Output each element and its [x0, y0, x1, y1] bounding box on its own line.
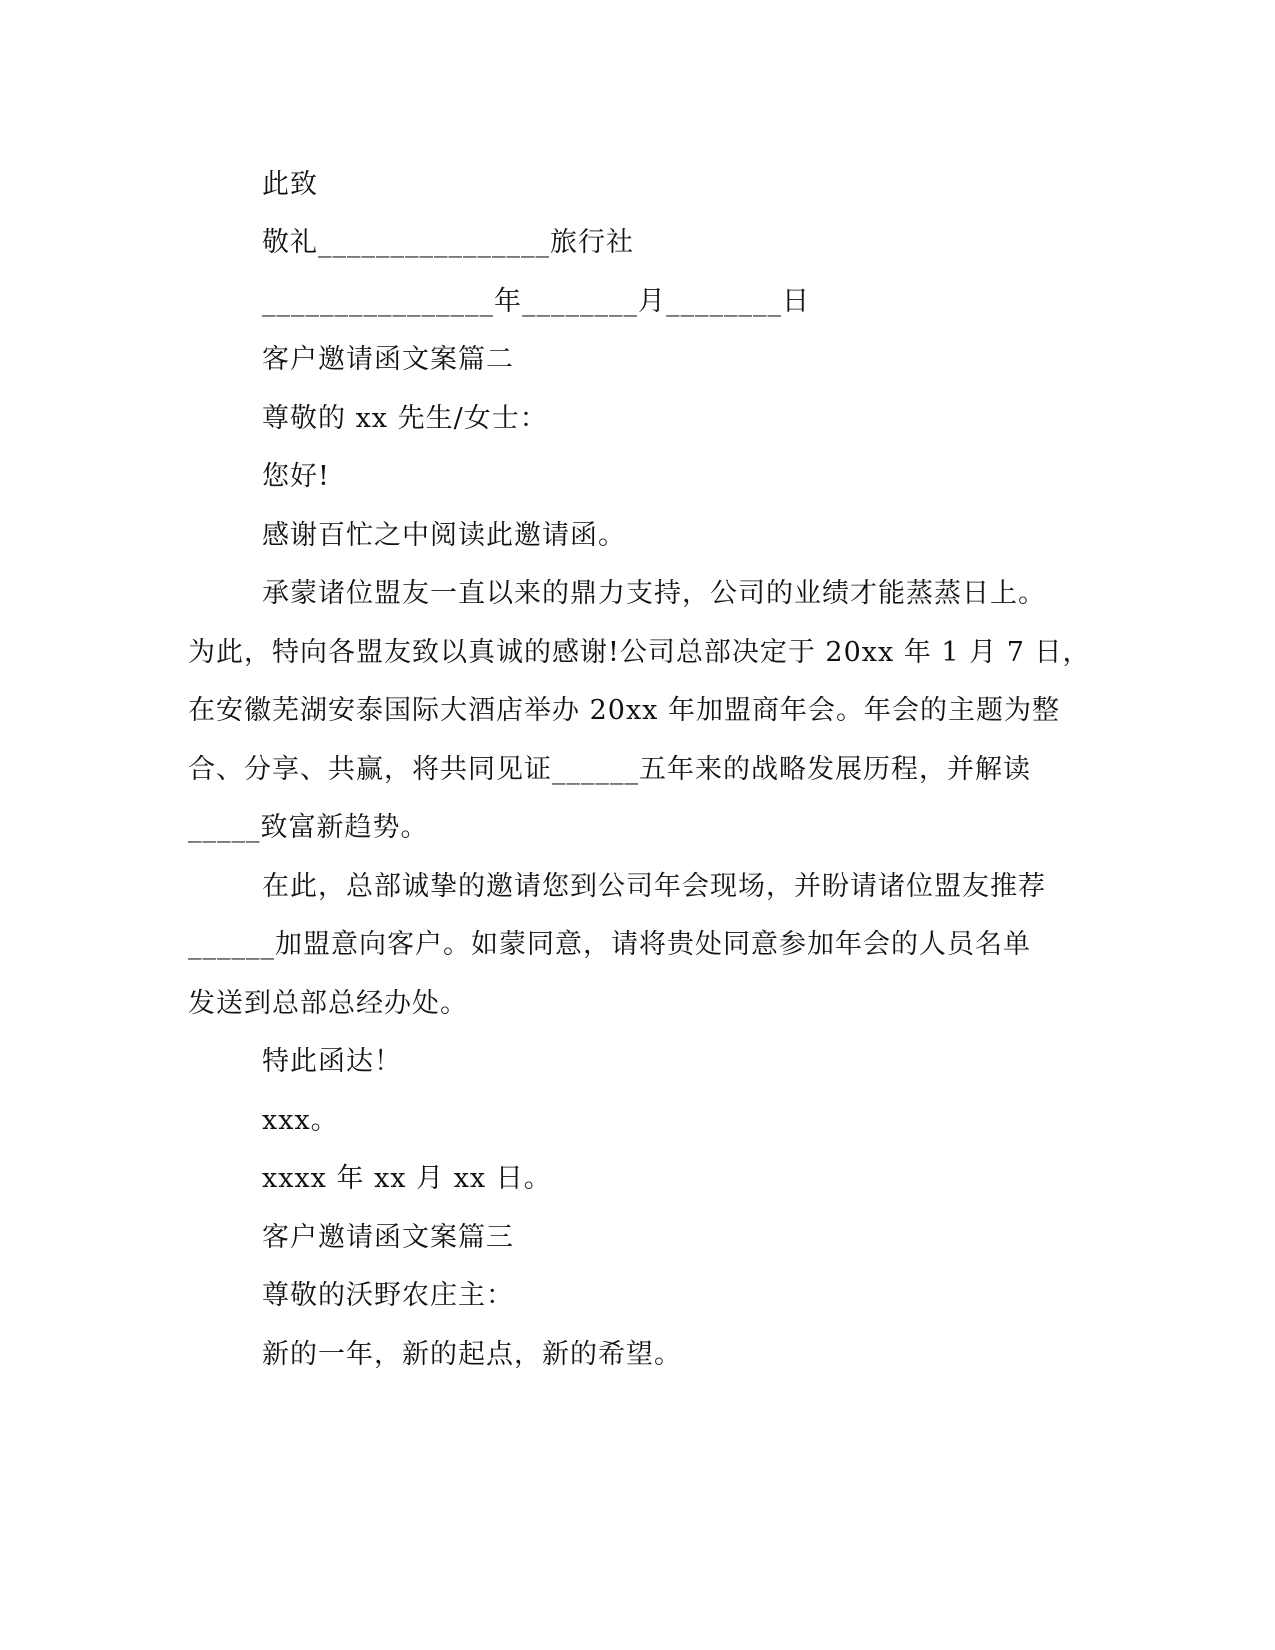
signature-date-line: xxxx 年 xx 月 xx 日。: [262, 1163, 552, 1194]
closing-line: 特此函达！: [262, 1046, 402, 1077]
hello-line: 您好!: [262, 461, 330, 492]
greeting-line: 尊敬的 xx 先生/女士：: [262, 403, 548, 434]
body-paragraph-2-line-1: 在此，总部诚挚的邀请您到公司年会现场，并盼请诸位盟友推荐: [262, 871, 1046, 902]
greeting-line-3: 尊敬的沃野农庄主：: [262, 1280, 514, 1311]
date-blank-line: ________________年________月________日: [262, 286, 810, 317]
body-paragraph-1-line-4: 合、分享、共赢，将共同见证______五年来的战略发展历程，并解读: [188, 754, 1031, 785]
signature-line: xxx。: [262, 1105, 339, 1136]
regards-agency-line: 敬礼________________旅行社: [262, 227, 634, 258]
body-paragraph-2-line-2: ______加盟意向客户。如蒙同意，请将贵处同意参加年会的人员名单: [188, 929, 1031, 960]
body-line-3: 新的一年，新的起点，新的希望。: [262, 1339, 682, 1370]
body-paragraph-1-line-2: 为此，特向各盟友致以真诚的感谢!公司总部决定于 20xx 年 1 月 7 日，: [188, 637, 1091, 668]
section-heading-3: 客户邀请函文案篇三: [262, 1222, 514, 1253]
thanks-line: 感谢百忙之中阅读此邀请函。: [262, 520, 626, 551]
body-paragraph-1-line-3: 在安徽芜湖安泰国际大酒店举办 20xx 年加盟商年会。年会的主题为整: [188, 695, 1060, 726]
closing-salutation: 此致: [262, 169, 318, 200]
body-paragraph-2-line-3: 发送到总部总经办处。: [188, 988, 468, 1019]
body-paragraph-1-line-1: 承蒙诸位盟友一直以来的鼎力支持，公司的业绩才能蒸蒸日上。: [262, 578, 1046, 609]
body-paragraph-1-line-5: _____致富新趋势。: [188, 812, 429, 843]
section-heading-2: 客户邀请函文案篇二: [262, 344, 514, 375]
